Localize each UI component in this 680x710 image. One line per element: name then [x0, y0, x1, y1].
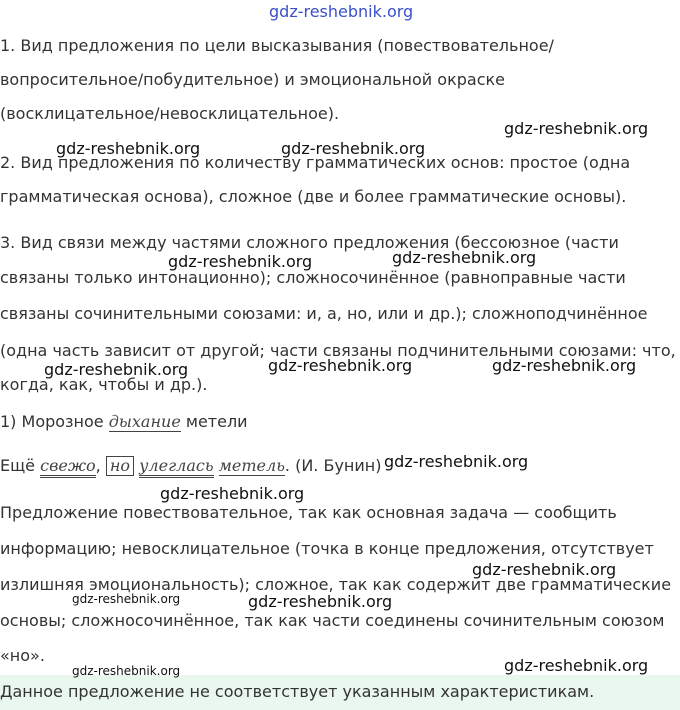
example2-prefix: Ещё — [0, 456, 41, 475]
example-conjunction: но — [106, 456, 134, 476]
watermark: gdz-reshebnik.org — [492, 356, 637, 375]
theory-line-5: грамматическая основа), сложное (две и более грамматические основы). — [0, 187, 627, 206]
watermark: gdz-reshebnik.org — [160, 484, 305, 503]
example-prefix: 1) Морозное — [0, 412, 109, 431]
watermark: gdz-reshebnik.org — [268, 356, 413, 375]
analysis-line-5: «но». — [0, 646, 45, 665]
theory-line-4: 2. Вид предложения по количеству грамматических основ: простое (одна — [0, 153, 631, 172]
watermark: gdz-reshebnik.org — [248, 592, 393, 611]
example-line-2 — [0, 456, 381, 478]
theory-line-8: связаны сочинительными союзами: и, а, но, или и др.); сложноподчинённое — [0, 304, 648, 323]
example2-suffix: . (И. Бунин) — [284, 456, 382, 475]
example-subject-1: дыхание — [108, 412, 181, 431]
analysis-line-2: информацию; невосклицательное (точка в конце предложения, отсутствует — [0, 539, 654, 558]
example-subject-2: метель — [218, 456, 285, 475]
watermark: gdz-reshebnik.org — [281, 139, 426, 158]
example-suffix: метели — [180, 412, 248, 431]
watermark: gdz-reshebnik.org — [72, 664, 181, 678]
analysis-line-3: излишняя эмоциональность); сложное, так как содержит две грамматические — [0, 575, 672, 594]
theory-line-10: когда, как, чтобы и др.). — [0, 375, 208, 394]
conclusion-text: Данное предложение не соответствует указанным характеристикам. — [0, 682, 595, 701]
example-predicate-1: свежо — [40, 457, 96, 478]
example-predicate-2: улеглась — [139, 457, 213, 478]
theory-line-3: (восклицательное/невосклицательное). — [0, 104, 340, 123]
watermark: gdz-reshebnik.org — [384, 452, 529, 471]
example-comma: , — [95, 456, 101, 475]
analysis-line-4: основы; сложносочинённое, так как части соединены сочинительным союзом — [0, 611, 665, 630]
watermark-top: gdz-reshebnik.org — [269, 2, 414, 21]
watermark: gdz-reshebnik.org — [392, 248, 537, 267]
watermark: gdz-reshebnik.org — [44, 360, 189, 379]
watermark: gdz-reshebnik.org — [504, 656, 649, 675]
theory-line-9: (одна часть зависит от другой; части связаны подчинительными союзами: что, — [0, 341, 676, 360]
example-line-1 — [0, 412, 248, 432]
theory-line-1: 1. Вид предложения по цели высказывания (повествовательное/ — [0, 36, 554, 55]
analysis-line-1: Предложение повествовательное, так как основная задача — сообщить — [0, 503, 617, 522]
watermark: gdz-reshebnik.org — [72, 592, 181, 606]
theory-line-2: вопросительное/побудительное) и эмоциональной окраске — [0, 70, 505, 89]
watermark: gdz-reshebnik.org — [504, 119, 649, 138]
theory-line-7: связаны только интонационно); сложносочинённое (равноправные части — [0, 268, 626, 287]
watermark: gdz-reshebnik.org — [168, 252, 313, 271]
theory-line-6: 3. Вид связи между частями сложного предложения (бессоюзное (части — [0, 233, 619, 252]
watermark: gdz-reshebnik.org — [472, 560, 617, 579]
watermark: gdz-reshebnik.org — [56, 139, 201, 158]
